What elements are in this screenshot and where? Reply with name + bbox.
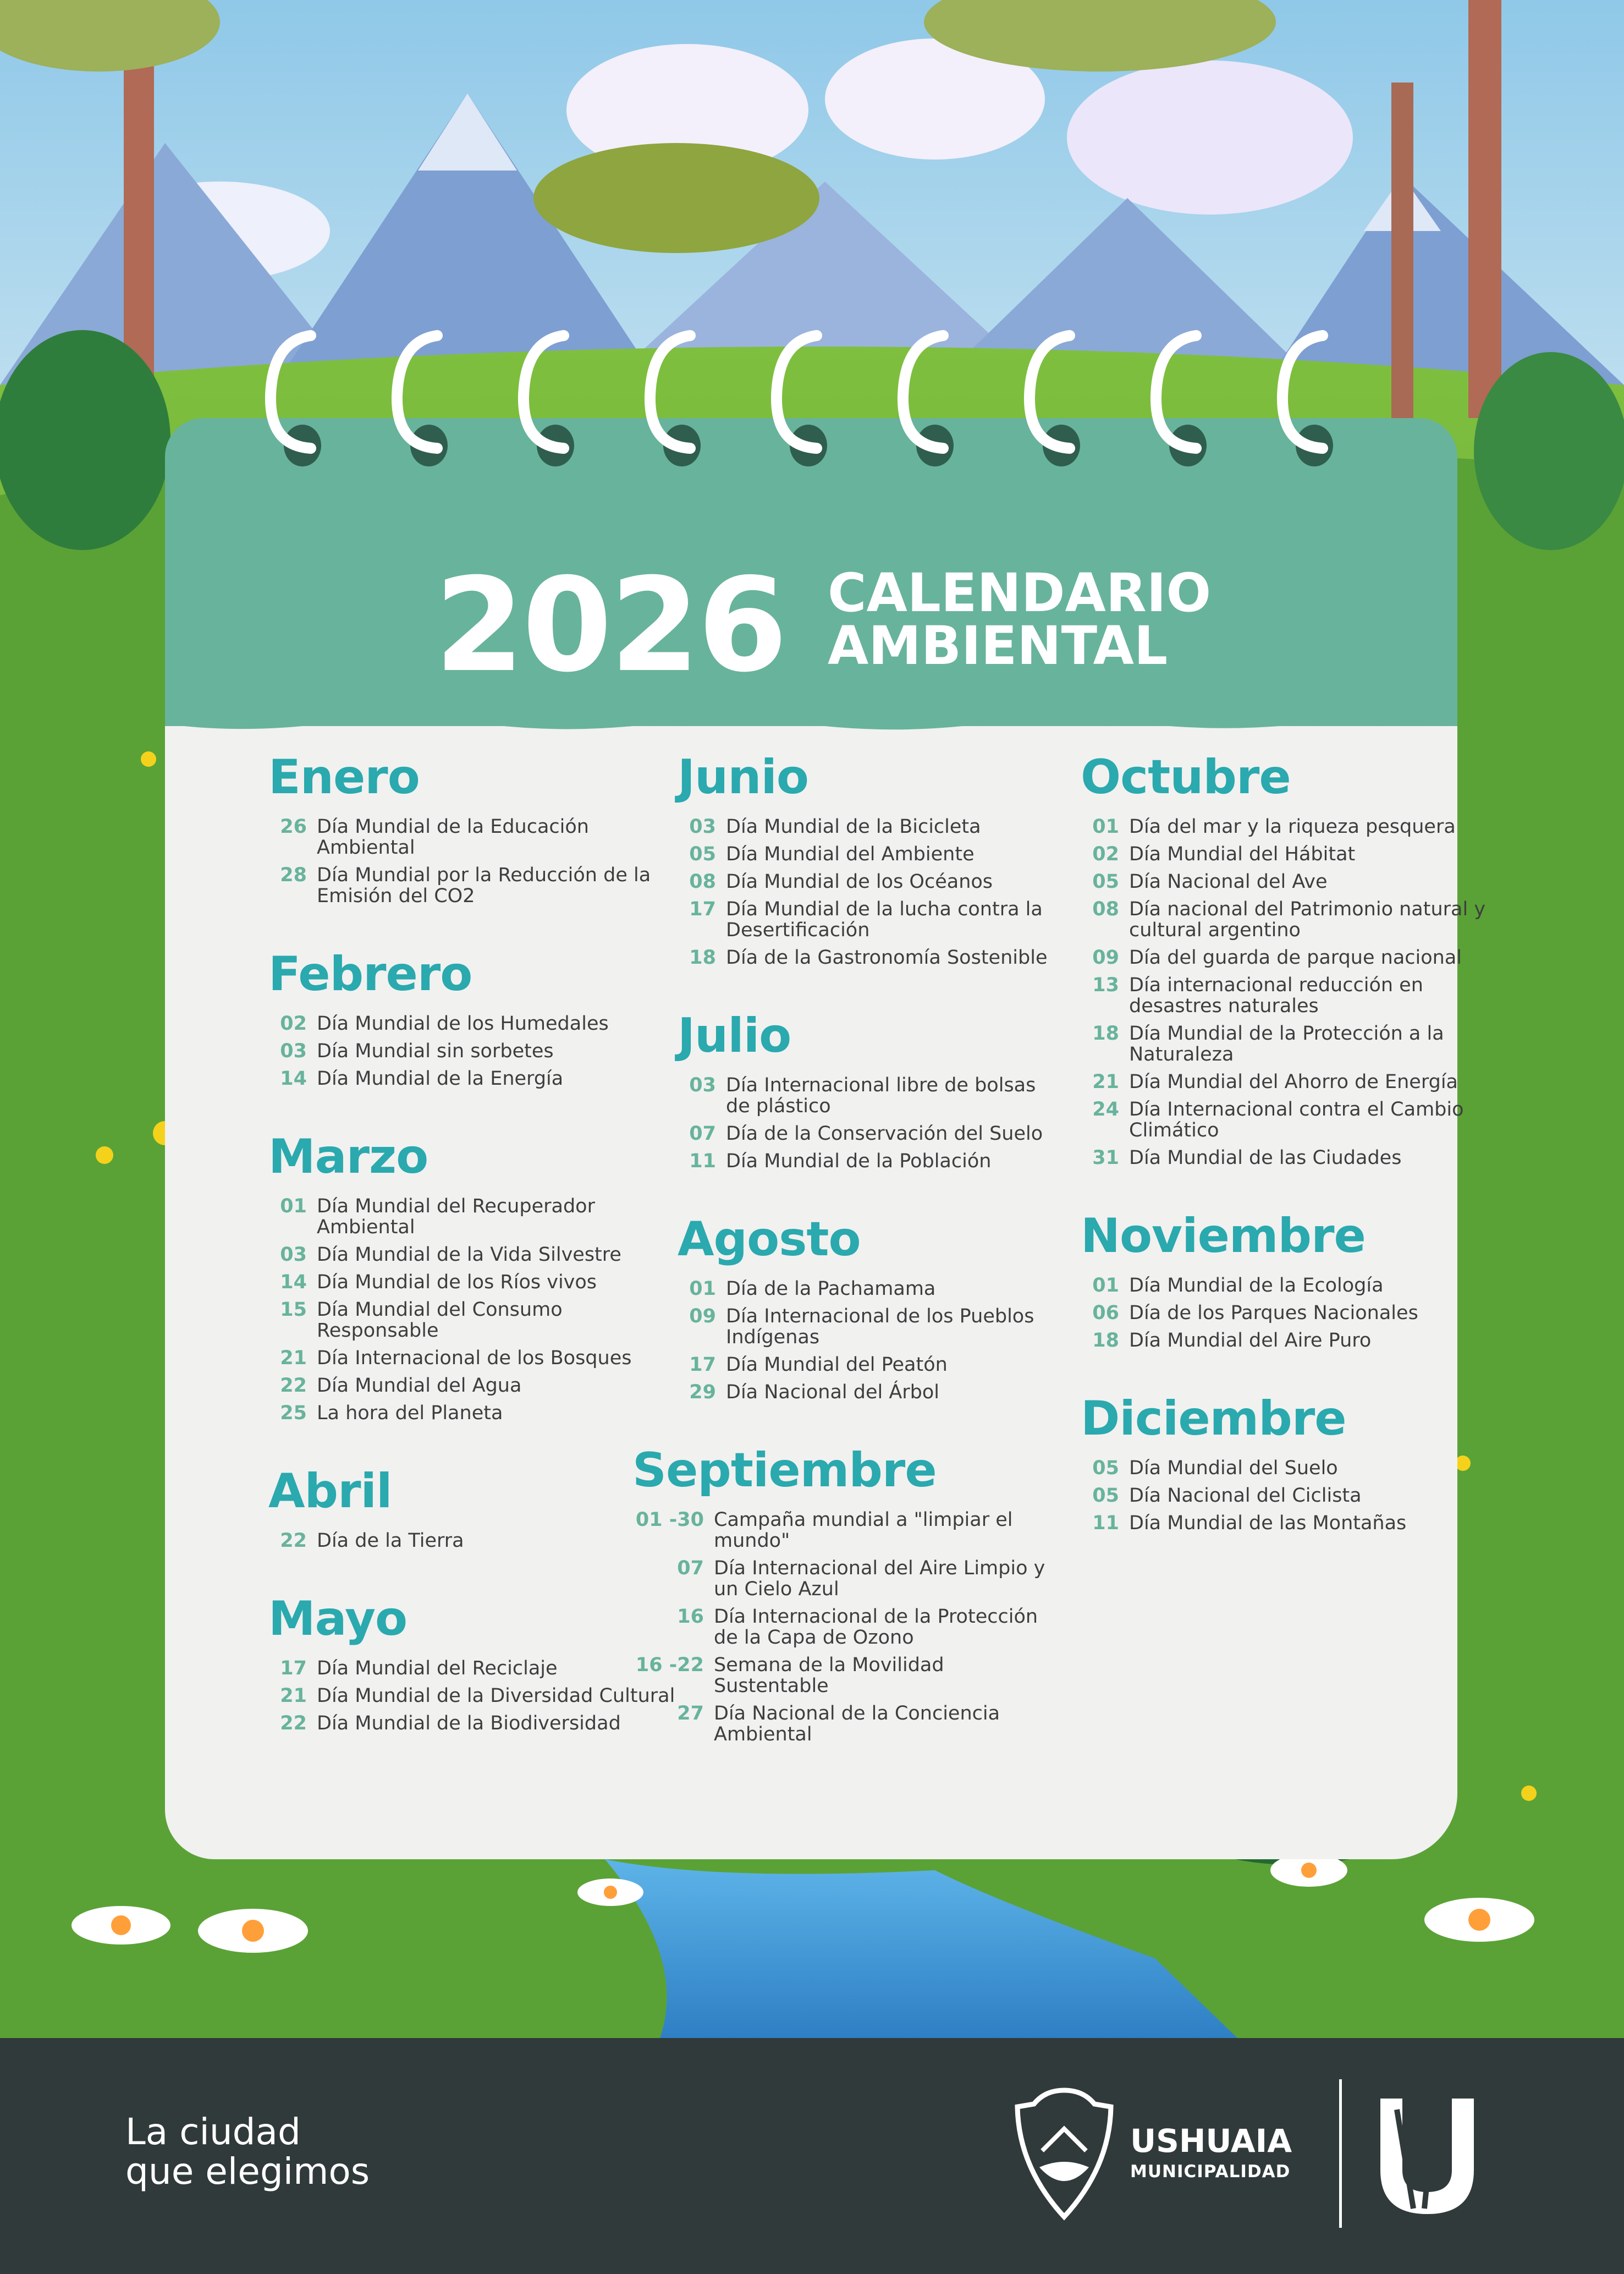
event-row [678, 1123, 1050, 1144]
month-title-junio: Junio [678, 750, 809, 805]
event-name: Día Mundial de los Océanos [726, 871, 993, 893]
event-day: 29 [689, 1381, 716, 1403]
month-octubre [1081, 750, 1488, 1169]
event-row [1081, 947, 1488, 968]
event-row [1081, 1072, 1488, 1092]
footer-divider [1339, 2079, 1342, 2228]
event-name: Semana de la Movilidad Sustentable [714, 1654, 944, 1697]
month-title-agosto: Agosto [678, 1212, 861, 1267]
event-row [1081, 816, 1488, 837]
event-row [268, 1299, 675, 1341]
event-name: Día Mundial de las Montañas [1129, 1512, 1407, 1534]
event-name: Día Mundial del Reciclaje [317, 1657, 558, 1679]
event-name: Día del guarda de parque nacional [1129, 947, 1462, 969]
event-name: Día Mundial de los Humedales [317, 1013, 609, 1035]
calendar-year: 2026 [434, 551, 786, 701]
event-name: Día Mundial del Aire Puro [1129, 1330, 1372, 1352]
event-row [1081, 1513, 1488, 1534]
event-row [1081, 1023, 1488, 1065]
event-row [1081, 1147, 1488, 1168]
month-title-abril: Abril [268, 1464, 392, 1519]
event-name: Día Mundial de la Vida Silvestre [317, 1244, 621, 1266]
column-right [1081, 750, 1488, 1578]
event-day: 07 [689, 1123, 716, 1145]
event-day: 18 [1092, 1023, 1119, 1045]
event-name: Campaña mundial a "limpiar el mundo" [714, 1509, 1013, 1552]
event-name: Día Mundial de la Bicicleta [726, 816, 981, 838]
event-name: Día Mundial del Agua [317, 1375, 522, 1397]
month-title-julio: Julio [678, 1008, 791, 1063]
calendar-title-line1: CALENDARIO [828, 562, 1212, 624]
event-name: Día Nacional del Ciclista [1129, 1485, 1362, 1507]
month-title-noviembre: Noviembre [1081, 1209, 1366, 1264]
event-day: 11 [689, 1150, 716, 1172]
month-agosto [632, 1212, 1050, 1403]
month-title-febrero: Febrero [268, 947, 472, 1002]
event-row [678, 871, 1050, 892]
event-row [268, 1041, 675, 1062]
event-row [632, 1655, 1050, 1696]
event-day: 22 [280, 1712, 307, 1734]
month-noviembre [1081, 1209, 1488, 1352]
binder-ring [258, 325, 335, 468]
event-day: 13 [1092, 974, 1119, 996]
event-name: Día Internacional libre de bolsas de plástico [726, 1074, 1036, 1117]
event-name: Día Mundial de la Energía [317, 1068, 564, 1090]
event-day: 02 [1092, 843, 1119, 865]
event-day: 16 [677, 1606, 704, 1628]
event-day: 01 [280, 1195, 307, 1217]
month-marzo [268, 1129, 675, 1424]
event-row [268, 1196, 675, 1238]
month-junio [632, 750, 1050, 969]
event-day: 16 -22 [635, 1654, 704, 1676]
month-enero [268, 750, 675, 907]
event-row [268, 1244, 675, 1265]
binder-ring [1144, 325, 1221, 468]
event-day: 27 [677, 1702, 704, 1724]
event-row [678, 899, 1050, 941]
event-day: 21 [280, 1685, 307, 1707]
event-row [632, 1558, 1050, 1600]
month-diciembre [1081, 1391, 1488, 1534]
event-name: Día de la Tierra [317, 1530, 464, 1552]
event-row [678, 1278, 1050, 1299]
event-name: Día Mundial del Suelo [1129, 1457, 1338, 1479]
event-name: Día Nacional del Ave [1129, 871, 1328, 893]
event-name: Día Mundial del Hábitat [1129, 843, 1356, 865]
event-name: Día Mundial de la Ecología [1129, 1275, 1384, 1297]
event-day: 14 [280, 1068, 307, 1090]
footer-slogan [125, 2112, 370, 2191]
event-row [268, 1685, 675, 1706]
month-septiembre [632, 1443, 1050, 1745]
event-row [268, 1658, 675, 1679]
event-row [268, 1272, 675, 1293]
event-day: 25 [280, 1402, 307, 1424]
event-row [632, 1606, 1050, 1648]
event-row [268, 1403, 675, 1424]
event-day: 28 [280, 864, 307, 886]
event-name: Día de la Pachamama [726, 1278, 936, 1300]
event-row [678, 947, 1050, 968]
event-day: 22 [280, 1530, 307, 1552]
event-name: Día Mundial del Consumo Responsable [317, 1299, 563, 1342]
event-row [678, 1382, 1050, 1403]
event-name: Día Internacional de los Bosques [317, 1347, 632, 1369]
event-day: 17 [689, 1354, 716, 1376]
event-row [1081, 1458, 1488, 1479]
month-mayo [268, 1591, 675, 1734]
event-day: 03 [689, 816, 716, 838]
event-day: 11 [1092, 1512, 1119, 1534]
slogan-line2: que elegimos [125, 2150, 370, 2193]
event-day: 05 [1092, 871, 1119, 893]
event-name: Día Mundial de la Diversidad Cultural [317, 1685, 675, 1707]
event-day: 21 [1092, 1071, 1119, 1093]
event-row [678, 1075, 1050, 1117]
event-name: Día Mundial de los Ríos vivos [317, 1271, 597, 1293]
event-name: Día Mundial de las Ciudades [1129, 1147, 1402, 1169]
binder-ring [1017, 325, 1094, 468]
event-name: Día Internacional contra el Cambio Climático [1129, 1098, 1464, 1141]
event-day: 01 [1092, 816, 1119, 838]
month-title-enero: Enero [268, 750, 420, 805]
event-name: Día Mundial de la Protección a la Naturaleza [1129, 1023, 1444, 1065]
event-day: 15 [280, 1299, 307, 1321]
event-row [268, 1530, 675, 1551]
event-row [1081, 844, 1488, 865]
month-title-mayo: Mayo [268, 1591, 408, 1646]
event-name: Día Mundial del Ambiente [726, 843, 975, 865]
event-day: 03 [280, 1040, 307, 1062]
ushuaia-u-logo-icon [1375, 2099, 1479, 2214]
event-day: 05 [1092, 1457, 1119, 1479]
event-row [268, 865, 675, 907]
event-day: 01 [689, 1278, 716, 1300]
event-row [678, 1354, 1050, 1375]
event-day: 03 [689, 1074, 716, 1096]
ushuaia-crest-icon [1012, 2085, 1116, 2222]
calendar-title [828, 562, 1212, 677]
event-row [268, 816, 675, 858]
event-name: Día del mar y la riqueza pesquera [1129, 816, 1456, 838]
event-day: 18 [1092, 1330, 1119, 1352]
event-name: Día de los Parques Nacionales [1129, 1302, 1418, 1324]
event-day: 31 [1092, 1147, 1119, 1169]
event-name: Día Internacional de la Protección de la Capa de Ozono [714, 1606, 1038, 1649]
event-day: 17 [280, 1657, 307, 1679]
event-row [268, 1375, 675, 1396]
event-name: Día Mundial del Recuperador Ambiental [317, 1195, 595, 1238]
event-name: Día Mundial del Ahorro de Energía [1129, 1071, 1458, 1093]
event-row [678, 816, 1050, 837]
binder-ring [1270, 325, 1347, 468]
month-title-marzo: Marzo [268, 1129, 428, 1184]
event-day: 18 [689, 947, 716, 969]
binder-ring [891, 325, 968, 468]
month-febrero [268, 947, 675, 1090]
event-row [1081, 1275, 1488, 1296]
event-name: La hora del Planeta [317, 1402, 503, 1424]
event-row [1081, 975, 1488, 1017]
event-day: 05 [1092, 1485, 1119, 1507]
event-day: 22 [280, 1375, 307, 1397]
binder-ring [764, 325, 841, 468]
slogan-line1: La ciudad [125, 2111, 301, 2153]
event-name: Día de la Gastronomía Sostenible [726, 947, 1048, 969]
event-name: Día Mundial de la Población [726, 1150, 992, 1172]
event-row [678, 1306, 1050, 1348]
binder-ring [638, 325, 715, 468]
event-day: 08 [1092, 898, 1119, 920]
event-row [1081, 899, 1488, 941]
event-name: Día Mundial de la Educación Ambiental [317, 816, 589, 859]
event-day: 05 [689, 843, 716, 865]
event-row [268, 1068, 675, 1089]
event-row [268, 1013, 675, 1034]
event-name: Día Internacional del Aire Limpio y un Cielo Azul [714, 1557, 1045, 1600]
event-row [678, 1151, 1050, 1172]
event-name: Día Nacional de la Conciencia Ambiental [714, 1702, 1000, 1745]
event-day: 06 [1092, 1302, 1119, 1324]
event-day: 02 [280, 1013, 307, 1035]
event-row [268, 1348, 675, 1369]
event-name: Día Internacional de los Pueblos Indígenas [726, 1305, 1034, 1348]
event-day: 26 [280, 816, 307, 838]
event-day: 21 [280, 1347, 307, 1369]
month-title-octubre: Octubre [1081, 750, 1291, 805]
event-row [268, 1713, 675, 1734]
event-day: 01 -30 [635, 1509, 704, 1531]
event-day: 08 [689, 871, 716, 893]
calendar-title-line2: AMBIENTAL [828, 615, 1168, 677]
month-abril [268, 1464, 675, 1552]
binder-ring [385, 325, 462, 468]
event-row [632, 1509, 1050, 1551]
event-name: Día de la Conservación del Suelo [726, 1123, 1043, 1145]
event-day: 07 [677, 1557, 704, 1579]
event-day: 01 [1092, 1275, 1119, 1297]
event-day: 09 [1092, 947, 1119, 969]
event-day: 09 [689, 1305, 716, 1327]
torn-edge [165, 710, 1457, 743]
event-row [1081, 1099, 1488, 1141]
municipality-subtitle: MUNICIPALIDAD [1130, 2162, 1291, 2182]
column-left [268, 750, 675, 1778]
event-day: 14 [280, 1271, 307, 1293]
event-row [1081, 1485, 1488, 1506]
event-name: Día nacional del Patrimonio natural y cultural argentino [1129, 898, 1486, 941]
municipality-name: USHUAIA [1130, 2122, 1292, 2160]
event-day: 24 [1092, 1098, 1119, 1120]
event-row [1081, 1330, 1488, 1351]
event-day: 17 [689, 898, 716, 920]
event-row [632, 1703, 1050, 1745]
event-day: 03 [280, 1244, 307, 1266]
event-name: Día internacional reducción en desastres naturales [1129, 974, 1423, 1017]
event-row [1081, 871, 1488, 892]
event-name: Día Mundial por la Reducción de la Emisión del CO2 [317, 864, 651, 907]
binder-ring [511, 325, 588, 468]
event-name: Día Mundial sin sorbetes [317, 1040, 554, 1062]
month-title-diciembre: Diciembre [1081, 1391, 1346, 1446]
event-name: Día Mundial de la Biodiversidad [317, 1712, 621, 1734]
event-name: Día Mundial del Peatón [726, 1354, 948, 1376]
event-row [678, 844, 1050, 865]
month-title-septiembre: Septiembre [632, 1443, 937, 1498]
event-name: Día Mundial de la lucha contra la Desertificación [726, 898, 1043, 941]
event-row [1081, 1303, 1488, 1323]
column-middle [632, 750, 1050, 1789]
event-name: Día Nacional del Árbol [726, 1381, 940, 1403]
month-julio [632, 1008, 1050, 1172]
